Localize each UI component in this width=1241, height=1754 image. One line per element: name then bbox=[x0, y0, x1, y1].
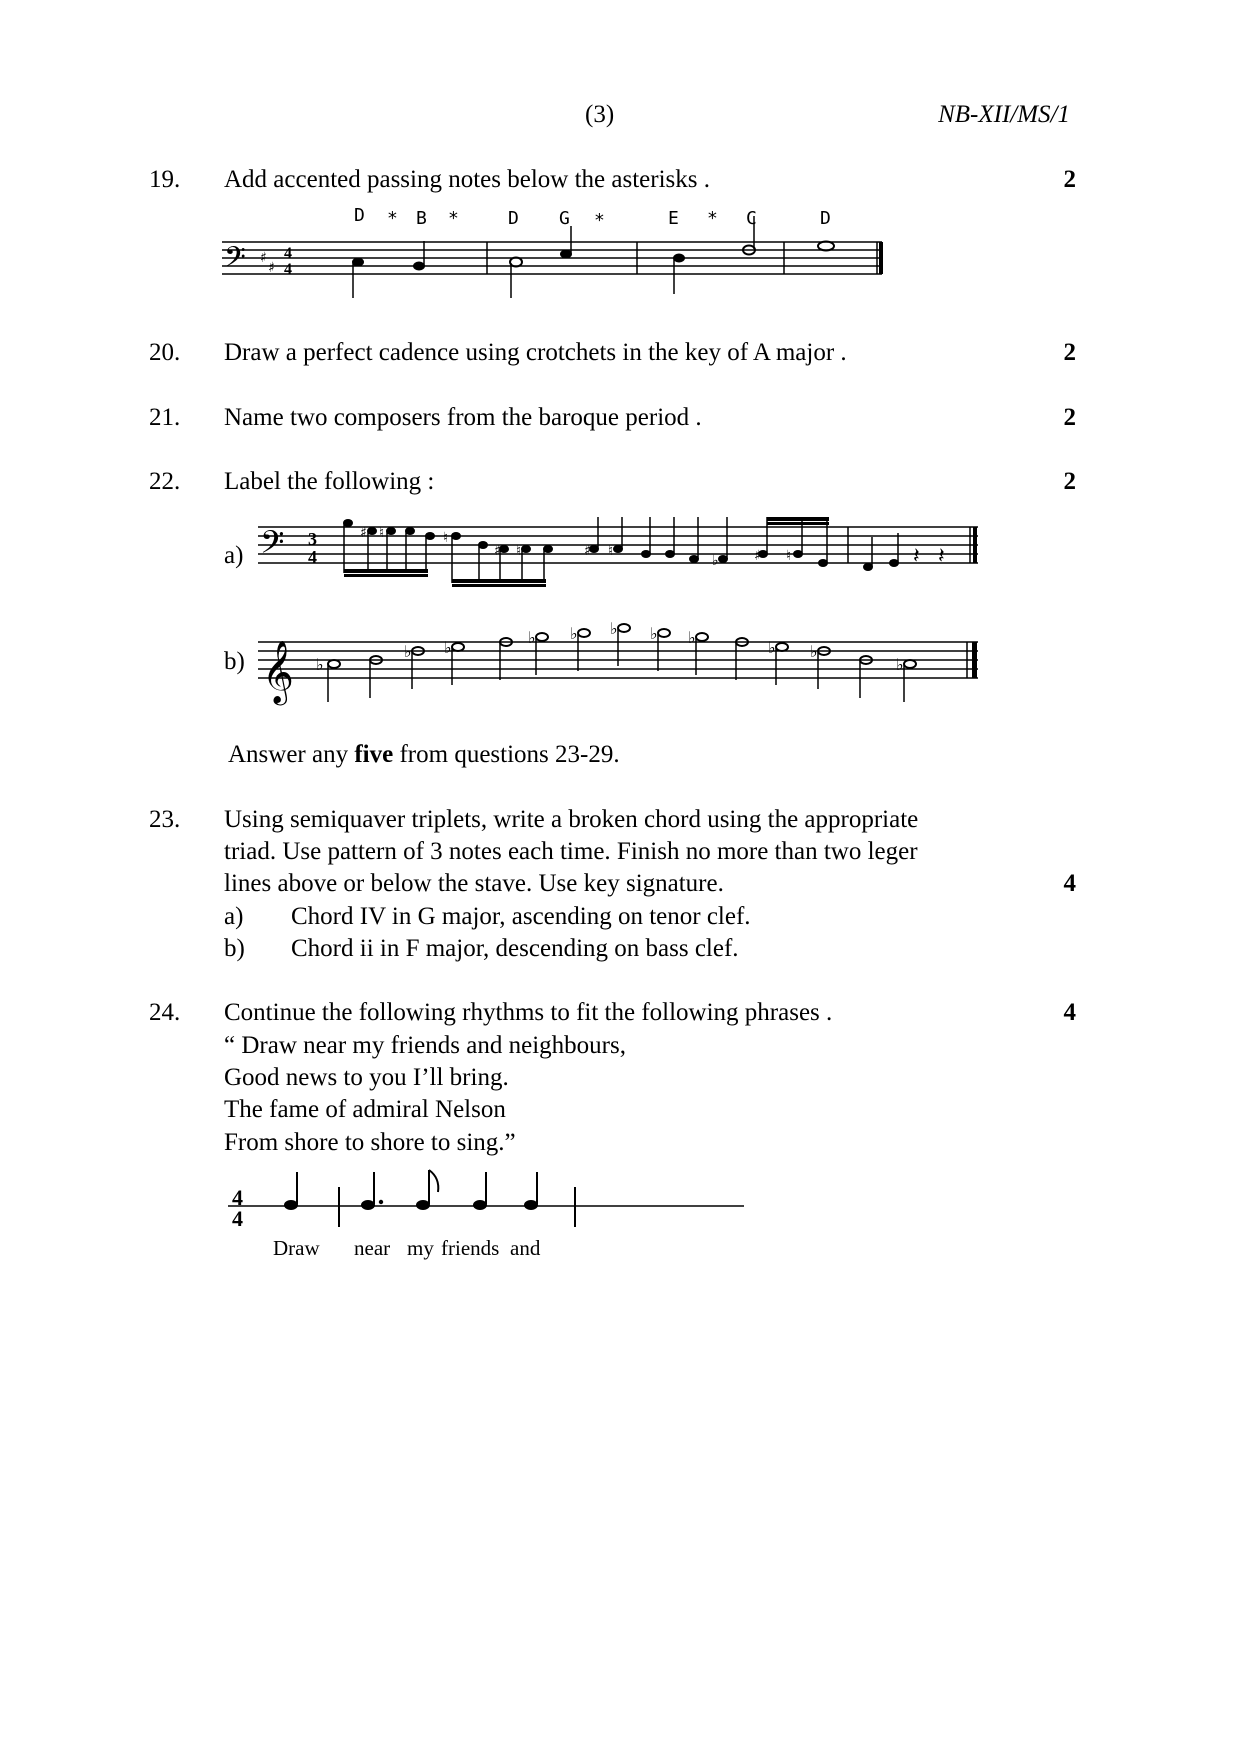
q19-marks: 2 bbox=[1063, 166, 1076, 193]
q22-marks: 2 bbox=[1063, 468, 1076, 495]
svg-text:♭: ♭ bbox=[896, 655, 904, 674]
q19-asterisk: * bbox=[448, 208, 459, 229]
svg-text:♯: ♯ bbox=[584, 543, 591, 559]
q19-label: G bbox=[559, 208, 570, 229]
page-number: (3) bbox=[585, 101, 615, 128]
q19-label: D bbox=[508, 208, 519, 229]
q20-marks: 2 bbox=[1063, 339, 1076, 366]
svg-text:4: 4 bbox=[308, 547, 317, 567]
svg-text:𝄽: 𝄽 bbox=[938, 544, 945, 569]
q24-verse-line: Good news to you I’ll bring. bbox=[224, 1064, 509, 1091]
q22-number: 22. bbox=[149, 468, 181, 495]
q24-verse-line: The fame of admiral Nelson bbox=[224, 1096, 506, 1123]
svg-text:♭: ♭ bbox=[768, 638, 776, 657]
q20-number: 20. bbox=[149, 339, 181, 366]
q19-number: 19. bbox=[149, 166, 181, 193]
q23-line: Using semiquaver triplets, write a broken chord using the appropriate bbox=[224, 806, 919, 833]
q23-part-text: Chord ii in F major, descending on bass clef. bbox=[291, 935, 739, 962]
svg-text:♭: ♭ bbox=[712, 553, 719, 569]
q23-number: 23. bbox=[149, 806, 181, 833]
svg-text:4: 4 bbox=[232, 1206, 243, 1231]
q21-number: 21. bbox=[149, 404, 181, 431]
svg-text:♭: ♭ bbox=[404, 642, 412, 661]
svg-text:♯: ♯ bbox=[268, 260, 275, 276]
q24-verse-line: From shore to shore to sing.” bbox=[224, 1129, 516, 1156]
q19-label: D bbox=[820, 208, 831, 229]
q19-label: C bbox=[746, 208, 757, 229]
svg-text:♭: ♭ bbox=[528, 628, 536, 647]
q22-part-a-label: a) bbox=[224, 542, 244, 569]
q20-text: Draw a perfect cadence using crotchets in the key of A major . bbox=[224, 339, 847, 366]
svg-text:4: 4 bbox=[284, 245, 292, 262]
section-instruction: Answer any five from questions 23-29. bbox=[228, 741, 620, 768]
q23-marks: 4 bbox=[1063, 870, 1076, 897]
q19-staff bbox=[222, 236, 882, 306]
svg-text:♮: ♮ bbox=[608, 543, 614, 559]
q24-verse-line: “ Draw near my friends and neighbours, bbox=[224, 1032, 626, 1059]
svg-text:♭: ♭ bbox=[650, 624, 658, 643]
q19-label: D bbox=[354, 205, 365, 226]
svg-text:♮: ♮ bbox=[443, 530, 449, 546]
svg-text:♮: ♮ bbox=[516, 543, 522, 559]
q22-text: Label the following : bbox=[224, 468, 435, 495]
svg-text:♭: ♭ bbox=[316, 655, 324, 674]
svg-text:♭: ♭ bbox=[570, 624, 578, 643]
q24-lyric: Draw bbox=[273, 1236, 320, 1260]
q24-lyric: near bbox=[354, 1236, 391, 1260]
q21-marks: 2 bbox=[1063, 404, 1076, 431]
q19-label: E bbox=[668, 208, 679, 229]
svg-text:♮: ♮ bbox=[379, 525, 385, 541]
svg-text:♭: ♭ bbox=[444, 638, 452, 657]
q23-part-text: Chord IV in G major, ascending on tenor clef. bbox=[291, 903, 751, 930]
q24-lyric: and bbox=[510, 1236, 541, 1260]
q19-label: B bbox=[416, 208, 427, 229]
q23-line: lines above or below the stave. Use key signature. bbox=[224, 870, 724, 897]
q24-text: Continue the following rhythms to fit the following phrases . bbox=[224, 999, 833, 1026]
svg-text:𝄢: 𝄢 bbox=[260, 524, 285, 568]
q24-lyric: friends bbox=[441, 1236, 500, 1260]
q22a-staff bbox=[258, 515, 978, 595]
q22b-staff bbox=[258, 612, 978, 712]
svg-text:4: 4 bbox=[284, 261, 292, 278]
svg-text:♯: ♯ bbox=[494, 543, 501, 559]
svg-text:𝄢: 𝄢 bbox=[224, 241, 246, 281]
q19-text: Add accented passing notes below the asterisks . bbox=[224, 166, 710, 193]
q24-rhythm bbox=[228, 1162, 748, 1232]
svg-text:4: 4 bbox=[232, 1185, 243, 1210]
q22-part-b-label: b) bbox=[224, 648, 245, 675]
svg-text:𝄞: 𝄞 bbox=[262, 640, 294, 703]
svg-text:♯: ♯ bbox=[260, 250, 267, 266]
svg-text:♮: ♮ bbox=[786, 548, 792, 564]
q24-lyric: my bbox=[407, 1236, 434, 1260]
svg-text:♯: ♯ bbox=[754, 548, 761, 564]
svg-text:♭: ♭ bbox=[810, 642, 818, 661]
q19-asterisk: * bbox=[707, 208, 718, 229]
svg-text:♯: ♯ bbox=[360, 525, 367, 541]
q23-line: triad. Use pattern of 3 notes each time. Finish no more than two leger bbox=[224, 838, 918, 865]
paper-code: NB-XII/MS/1 bbox=[938, 101, 1070, 128]
q24-marks: 4 bbox=[1063, 999, 1076, 1026]
q21-text: Name two composers from the baroque period . bbox=[224, 404, 702, 431]
q23-part-label: a) bbox=[224, 903, 244, 930]
svg-text:3: 3 bbox=[308, 529, 317, 549]
q24-number: 24. bbox=[149, 999, 181, 1026]
svg-text:♭: ♭ bbox=[688, 628, 696, 647]
q19-asterisk: * bbox=[594, 210, 605, 231]
svg-text:𝄽: 𝄽 bbox=[913, 544, 920, 569]
q19-asterisk: * bbox=[387, 208, 398, 229]
q23-part-label: b) bbox=[224, 935, 245, 962]
svg-text:♭: ♭ bbox=[610, 619, 618, 638]
